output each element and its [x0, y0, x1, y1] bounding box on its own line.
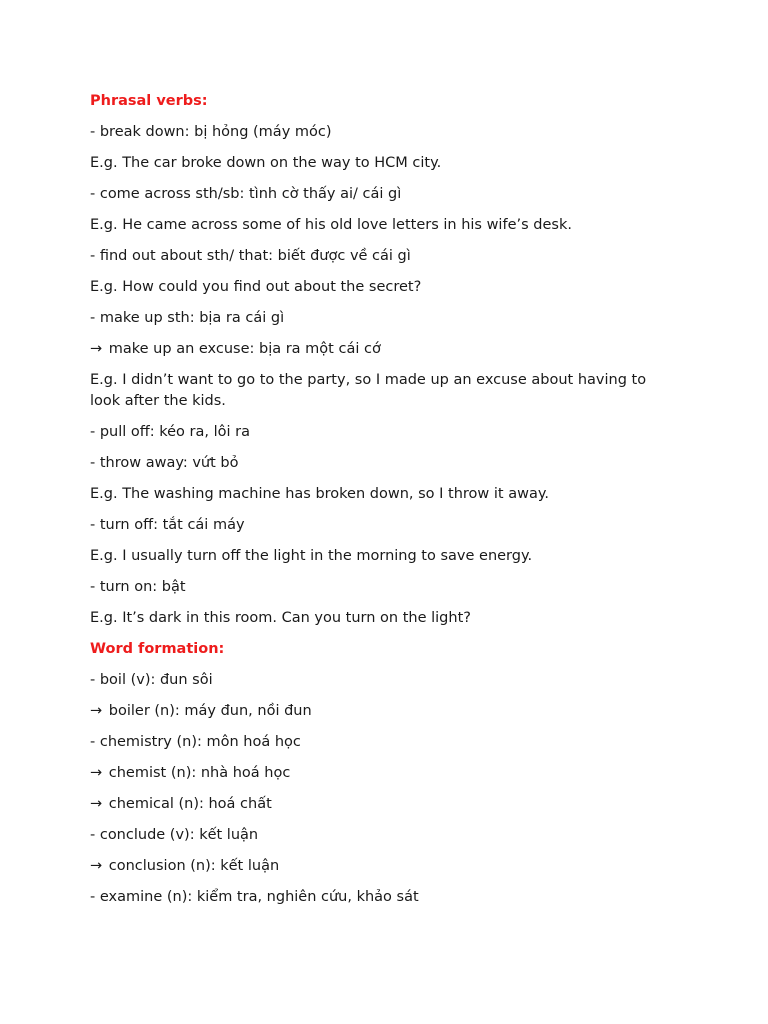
derived-entry-line — [90, 794, 680, 815]
derived-entry-line — [90, 856, 680, 877]
entry-line: - conclude (v): kết luận — [90, 827, 259, 843]
arrow-right-icon: → — [90, 858, 103, 874]
entry-line: - throw away: vứt bỏ — [90, 455, 239, 471]
arrow-right-icon: → — [90, 703, 103, 719]
arrow-right-icon: → — [90, 341, 103, 357]
entry-line: - examine (n): kiểm tra, nghiên cứu, khảo sát — [90, 889, 419, 905]
entry-line: - turn on: bật — [90, 579, 186, 595]
example-line: E.g. The car broke down on the way to HCM city. — [90, 155, 442, 171]
example-line: E.g. How could you find out about the secret? — [90, 279, 422, 295]
entry-line: - make up sth: bịa ra cái gì — [90, 310, 285, 326]
derived-entry-text: chemist (n): nhà hoá học — [108, 765, 291, 781]
derived-entry-text: boiler (n): máy đun, nồi đun — [108, 703, 312, 719]
example-line: E.g. He came across some of his old love letters in his wife’s desk. — [90, 217, 572, 233]
entry-line: - chemistry (n): môn hoá học — [90, 734, 301, 750]
example-line: E.g. The washing machine has broken down, so I throw it away. — [90, 486, 549, 502]
derived-entry-line — [90, 701, 680, 722]
section-heading-word-formation: Word formation: — [90, 641, 225, 657]
derived-entry-text: chemical (n): hoá chất — [108, 796, 272, 812]
entry-line: - come across sth/sb: tình cờ thấy ai/ cái gì — [90, 186, 402, 202]
derived-entry-text: conclusion (n): kết luận — [108, 858, 280, 874]
arrow-right-icon: → — [90, 765, 103, 781]
derived-entry-line — [90, 339, 680, 360]
arrow-right-icon: → — [90, 796, 103, 812]
entry-line: - boil (v): đun sôi — [90, 672, 213, 688]
entry-line: - find out about sth/ that: biết được về cái gì — [90, 248, 411, 264]
document-page — [90, 91, 680, 918]
example-line: E.g. It’s dark in this room. Can you turn on the light? — [90, 610, 471, 626]
entry-line: - turn off: tắt cái máy — [90, 517, 245, 533]
entry-line: - break down: bị hỏng (máy móc) — [90, 124, 332, 140]
derived-entry-text: make up an excuse: bịa ra một cái cớ — [108, 341, 381, 357]
section-heading-phrasal-verbs: Phrasal verbs: — [90, 93, 208, 109]
example-line: E.g. I didn’t want to go to the party, so I made up an excuse about having to look after the kids. — [90, 372, 647, 409]
derived-entry-line — [90, 763, 680, 784]
example-line: E.g. I usually turn off the light in the morning to save energy. — [90, 548, 533, 564]
entry-line: - pull off: kéo ra, lôi ra — [90, 424, 250, 440]
